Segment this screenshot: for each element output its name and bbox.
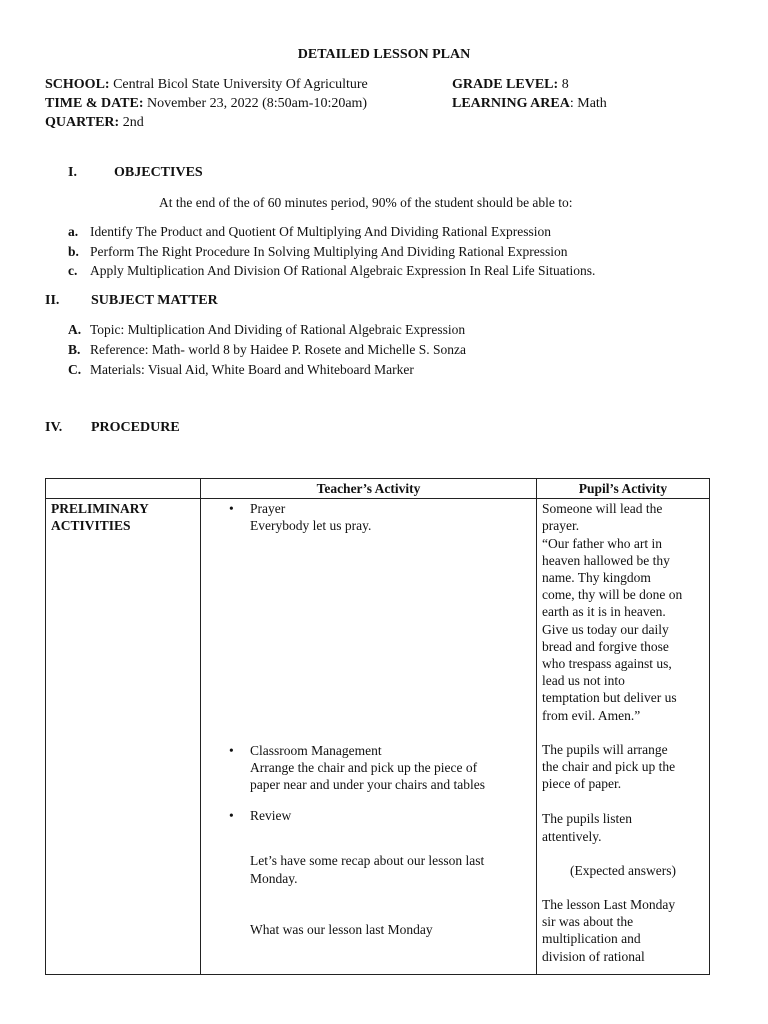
text-line: the chair and pick up the (542, 759, 676, 775)
text-line: from evil. Amen.” (542, 707, 641, 723)
prayer-title: Prayer (250, 501, 286, 517)
teacher-activity-header: Teacher’s Activity (201, 479, 537, 499)
text-line: Someone will lead the (542, 501, 663, 517)
subject-item-b (68, 342, 466, 358)
text-line: Give us today our daily (542, 621, 669, 637)
expected-answers-label: (Expected answers) (569, 862, 677, 878)
question-text: What was our lesson last Monday (250, 921, 433, 937)
text-line: sir was about the (542, 914, 634, 930)
subject-text: Materials: Visual Aid, White Board and Whiteboard Marker (90, 362, 414, 377)
time-value: November 23, 2022 (8:50am-10:20am) (147, 96, 368, 111)
area-label: LEARNING AREA (452, 96, 570, 111)
objectives-number: I. (68, 165, 77, 180)
objectives-heading (68, 165, 203, 181)
grade-value: 8 (561, 77, 569, 92)
procedure-table (45, 478, 710, 975)
review-item (225, 807, 531, 938)
bullet-icon: • (229, 808, 234, 824)
subject-text: Topic: Multiplication And Dividing of Rational Algebraic Expression (90, 322, 466, 337)
pupil-activity-header: Pupil’s Activity (537, 479, 710, 499)
objectives-title: OBJECTIVES (114, 165, 203, 180)
pupil-listen-response (542, 810, 704, 844)
text-line: lead us not into (542, 673, 625, 689)
prayer-item (225, 500, 531, 534)
procedure-number: IV. (45, 420, 63, 435)
area-row (452, 96, 607, 112)
table-row (46, 499, 710, 975)
phase-cell (46, 499, 201, 975)
classroom-management-text: Arrange the chair and pick up the piece of (250, 759, 478, 775)
subject-label: A. (68, 322, 82, 337)
time-label: TIME & DATE: (45, 96, 144, 111)
text-line: who trespass against us, (542, 656, 672, 672)
objective-item-a (68, 224, 551, 240)
table-header-row (46, 479, 710, 499)
objective-label: c. (68, 263, 78, 278)
text-line: division of rational (542, 948, 645, 964)
text-line: “Our father who art in (542, 535, 662, 551)
pupil-prayer-response (542, 500, 704, 724)
school-label: SCHOOL: (45, 77, 110, 92)
text-line: name. Thy kingdom (542, 570, 651, 586)
text-line: come, thy will be done on (542, 587, 683, 603)
text-line: temptation but deliver us (542, 690, 677, 706)
subject-text: Reference: Math- world 8 by Haidee P. Rosete and Michelle S. Sonza (90, 342, 467, 357)
text-line: bread and forgive those (542, 638, 669, 654)
pupil-arrange-response (542, 741, 704, 793)
time-row (45, 96, 367, 112)
pupil-activity-cell (537, 499, 710, 975)
objective-text: Apply Multiplication And Division Of Rational Algebraic Expression In Real Life Situations. (90, 263, 596, 278)
procedure-title: PROCEDURE (91, 420, 180, 435)
classroom-management-item (225, 742, 531, 794)
subject-item-a (68, 322, 465, 338)
grade-row (452, 77, 569, 93)
objectives-intro: At the end of the of 60 minutes period, 90% of the student should be able to: (159, 195, 573, 210)
text-line: The pupils listen (542, 811, 632, 827)
review-title: Review (250, 808, 292, 824)
objective-text: Identify The Product and Quotient Of Multiplying And Dividing Rational Expression (90, 224, 551, 239)
subject-item-c (68, 362, 414, 378)
subject-label: C. (68, 362, 82, 377)
school-row (45, 77, 368, 93)
pupil-answer-response (542, 896, 704, 965)
objective-item-b (68, 244, 567, 260)
classroom-management-text: paper near and under your chairs and tables (250, 777, 486, 793)
text-line: heaven hallowed be thy (542, 552, 670, 568)
subject-matter-number: II. (45, 293, 60, 308)
bullet-icon: • (229, 742, 234, 758)
procedure-heading (45, 420, 180, 436)
text-line: prayer. (542, 518, 580, 534)
text-line: attentively. (542, 828, 602, 844)
phase-label-line: PRELIMINARY (51, 501, 149, 517)
subject-label: B. (68, 342, 81, 357)
recap-text: Let’s have some recap about our lesson last (250, 853, 485, 869)
prayer-text: Everybody let us pray. (250, 518, 372, 534)
subject-matter-title: SUBJECT MATTER (91, 293, 218, 308)
quarter-label: QUARTER: (45, 115, 120, 130)
phase-label-line: ACTIVITIES (51, 518, 131, 534)
objective-text: Perform The Right Procedure In Solving Multiplying And Dividing Rational Expression (90, 244, 568, 259)
text-line: The lesson Last Monday (542, 897, 676, 913)
objective-label: b. (68, 244, 79, 259)
recap-text: Monday. (250, 870, 298, 886)
teacher-activity-cell (201, 499, 537, 975)
objective-item-c (68, 263, 595, 279)
text-line: earth as it is in heaven. (542, 604, 666, 620)
area-value: : Math (569, 96, 607, 111)
text-line: The pupils will arrange (542, 741, 668, 757)
text-line: multiplication and (542, 931, 641, 947)
classroom-management-title: Classroom Management (250, 742, 382, 758)
quarter-value: 2nd (122, 115, 144, 130)
objective-label: a. (68, 224, 79, 239)
document-title: DETAILED LESSON PLAN (297, 47, 471, 62)
phase-header-cell (46, 479, 201, 499)
school-value: Central Bicol State University Of Agriculture (113, 77, 368, 92)
text-line: piece of paper. (542, 776, 622, 792)
quarter-row (45, 115, 144, 131)
subject-matter-heading (45, 293, 218, 309)
grade-label: GRADE LEVEL: (452, 77, 559, 92)
bullet-icon: • (229, 501, 234, 517)
